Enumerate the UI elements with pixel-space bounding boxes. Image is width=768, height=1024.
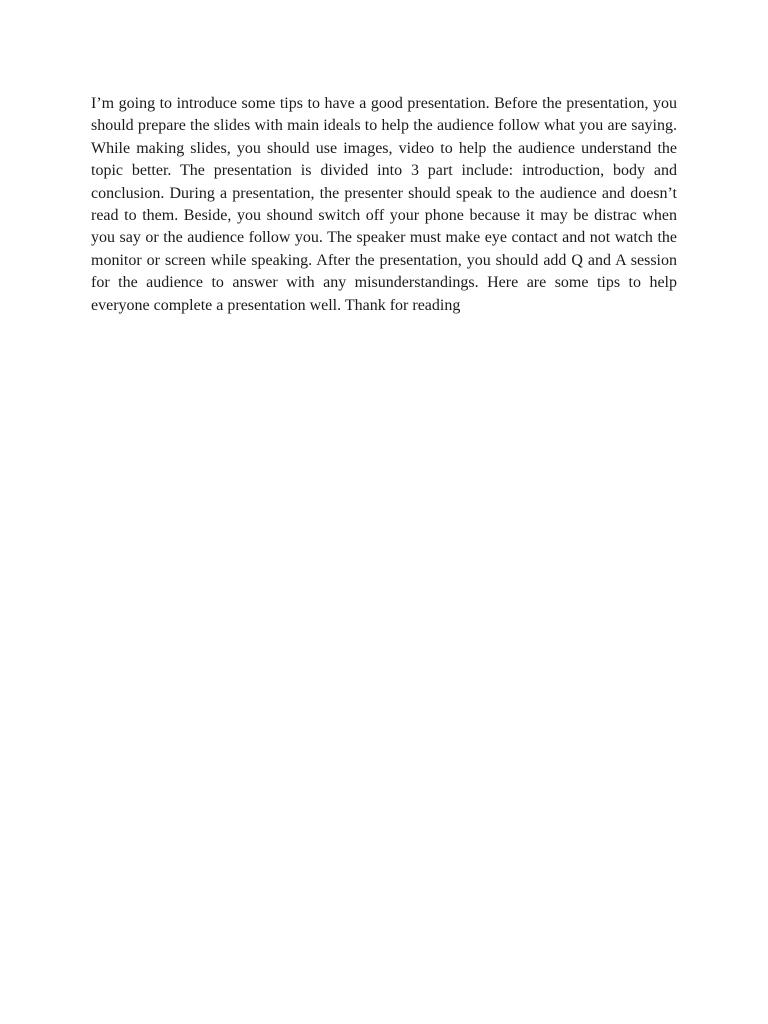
body-paragraph: I’m going to introduce some tips to have a good presentation. Before the presentation, you should prepare the slides with main ideals to help the audience follow what you are saying. While making slides, you should use images, video to help the audience understand the topic better. The presentation is divided into 3 part include: introduction, body and conclusion. During a presentation, the presenter should speak to the audience and doesn’t read to them. Beside, you shound switch off your phone because it may be distrac when you say or the audience follow you. The speaker must make eye contact and not watch the monitor or screen while speaking. After the presentation, you should add Q and A session for the audience to answer with any misunderstandings. Here are some tips to help everyone complete a presentation well. Thank for reading (91, 95, 677, 314)
